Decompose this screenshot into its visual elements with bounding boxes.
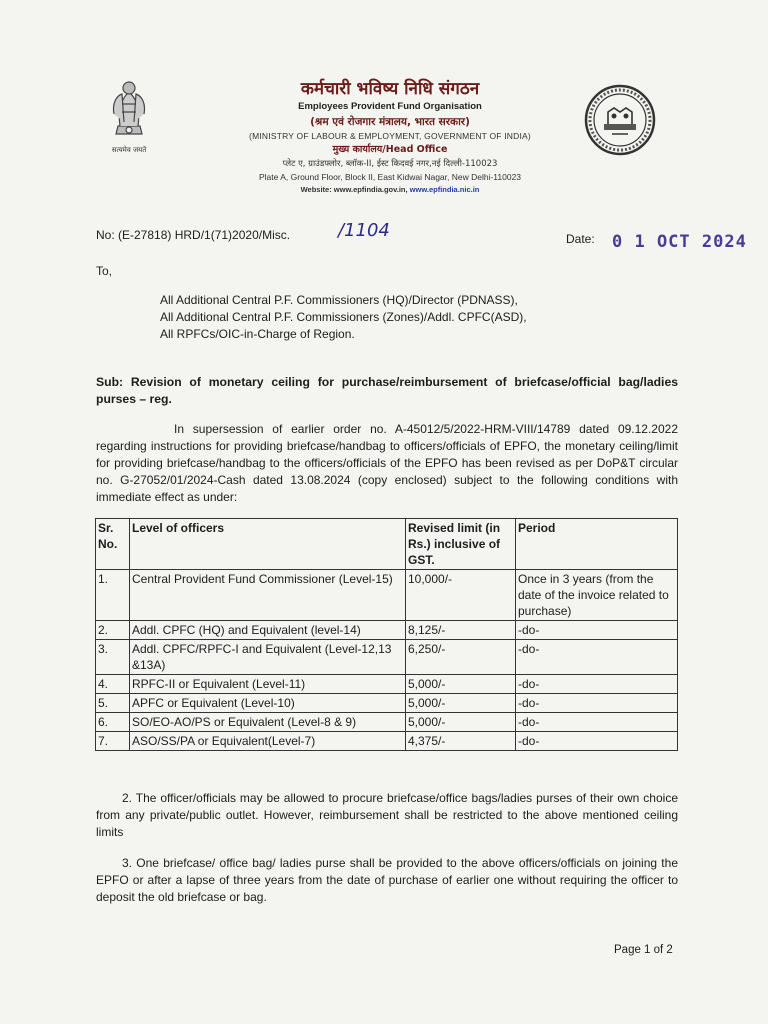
header-level: Level of officers bbox=[130, 519, 406, 570]
website-primary: Website: www.epfindia.gov.in, bbox=[300, 185, 408, 194]
org-name-hindi: कर्मचारी भविष्य निधि संगठन bbox=[300, 79, 480, 99]
header-limit: Revised limit (in Rs.) inclusive of GST. bbox=[406, 519, 516, 570]
addressee-list bbox=[160, 292, 527, 343]
paragraph-1: In supersession of earlier order no. A-45012/5/2022-HRM-VIII/14789 dated 09.12.2022 regarding instructions for providing briefcase/handbag to officers/officials of EPFO, the monetary ceiling/limit for providing briefcase/handbag to the officers/officials of the EPFO has been revised as per DoP&T circular no. G-27052/01/2024-Cash dated 13.08.2024 (copy enclosed) subject to the following conditions with immediate effect as under: bbox=[96, 422, 678, 504]
cell-limit: 5,000/- bbox=[406, 694, 516, 713]
header-period: Period bbox=[516, 519, 678, 570]
addressee-line: All Additional Central P.F. Commissioners (Zones)/Addl. CPFC(ASD), bbox=[160, 310, 527, 324]
cell-sr-no: 7. bbox=[96, 732, 130, 751]
head-office-label: मुख्य कार्यालय/Head Office bbox=[332, 144, 448, 155]
table-row bbox=[96, 694, 678, 713]
address-hindi: प्लेट ए, ग्राउंडफ्लोर, ब्लॉक-II, ईस्ट किदवई नगर,नई दिल्ली-110023 bbox=[282, 159, 498, 169]
ministry-hindi: (श्रम एवं रोजगार मंत्रालय, भारत सरकार) bbox=[310, 116, 470, 128]
page-footer: Page 1 of 2 bbox=[614, 944, 673, 956]
date-label: Date: bbox=[566, 232, 595, 246]
cell-limit: 6,250/- bbox=[406, 640, 516, 675]
cell-level: Central Provident Fund Commissioner (Level-15) bbox=[130, 570, 406, 621]
table-row bbox=[96, 713, 678, 732]
cell-limit: 4,375/- bbox=[406, 732, 516, 751]
epfo-seal-icon bbox=[584, 84, 656, 156]
letterhead bbox=[190, 78, 590, 196]
cell-period: -do- bbox=[516, 675, 678, 694]
header-sr-no: Sr. No. bbox=[96, 519, 130, 570]
cell-sr-no: 3. bbox=[96, 640, 130, 675]
table-row bbox=[96, 621, 678, 640]
cell-level: SO/EO-AO/PS or Equivalent (Level-8 & 9) bbox=[130, 713, 406, 732]
address-english: Plate A, Ground Floor, Block II, East Kidwai Nagar, New Delhi-110023 bbox=[258, 172, 522, 182]
paragraph-3: 3. One briefcase/ office bag/ ladies purse shall be provided to the above officers/officials on joining the EPFO or after a lapse of three years from the date of purchase of earlier one without requiring the officer to deposit the old briefcase or bag. bbox=[96, 856, 678, 904]
reference-number: No: (E-27818) HRD/1(71)2020/Misc. bbox=[96, 228, 291, 242]
date-stamp: 0 1 OCT 2024 bbox=[612, 232, 747, 252]
national-emblem bbox=[98, 74, 160, 162]
org-name-english: Employees Provident Fund Organisation bbox=[298, 101, 482, 112]
cell-period: -do- bbox=[516, 621, 678, 640]
epfo-seal bbox=[584, 84, 656, 156]
cell-sr-no: 5. bbox=[96, 694, 130, 713]
cell-period: -do- bbox=[516, 732, 678, 751]
table-header-row bbox=[96, 519, 678, 570]
cell-limit: 5,000/- bbox=[406, 713, 516, 732]
addressee-line: All Additional Central P.F. Commissioners (HQ)/Director (PDNASS), bbox=[160, 293, 518, 307]
cell-limit: 10,000/- bbox=[406, 570, 516, 621]
ministry-english: (MINISTRY OF LABOUR & EMPLOYMENT, GOVERNMENT OF INDIA) bbox=[249, 131, 531, 141]
table-row bbox=[96, 640, 678, 675]
ceiling-table bbox=[95, 518, 678, 751]
website-alternate: www.epfindia.nic.in bbox=[409, 185, 480, 194]
cell-sr-no: 6. bbox=[96, 713, 130, 732]
cell-sr-no: 1. bbox=[96, 570, 130, 621]
cell-level: RPFC-II or Equivalent (Level-11) bbox=[130, 675, 406, 694]
cell-period: -do- bbox=[516, 694, 678, 713]
cell-period: -do- bbox=[516, 640, 678, 675]
addressee-line: All RPFCs/OIC-in-Charge of Region. bbox=[160, 327, 355, 341]
cell-period: -do- bbox=[516, 713, 678, 732]
subject-line: Sub: Revision of monetary ceiling for purchase/reimbursement of briefcase/official bag/ladies purses – reg. bbox=[96, 375, 678, 406]
table-row bbox=[96, 570, 678, 621]
emblem-motto: सत्यमेव जयते bbox=[111, 146, 147, 154]
cell-limit: 5,000/- bbox=[406, 675, 516, 694]
handwritten-number: /1104 bbox=[338, 220, 390, 241]
to-label: To, bbox=[96, 264, 113, 278]
table-row bbox=[96, 732, 678, 751]
cell-sr-no: 4. bbox=[96, 675, 130, 694]
cell-level: APFC or Equivalent (Level-10) bbox=[130, 694, 406, 713]
paragraph-2: 2. The officer/officials may be allowed to procure briefcase/office bags/ladies purses of their own choice from any private/public outlet. However, reimbursement shall be restricted to the above mentioned ceiling limits bbox=[96, 791, 678, 839]
cell-level: Addl. CPFC/RPFC-I and Equivalent (Level-12,13 &13A) bbox=[130, 640, 406, 675]
cell-level: Addl. CPFC (HQ) and Equivalent (level-14) bbox=[130, 621, 406, 640]
cell-level: ASO/SS/PA or Equivalent(Level-7) bbox=[130, 732, 406, 751]
cell-period: Once in 3 years (from the date of the invoice related to purchase) bbox=[516, 570, 678, 621]
website-line bbox=[190, 184, 590, 196]
cell-sr-no: 2. bbox=[96, 621, 130, 640]
table-row bbox=[96, 675, 678, 694]
national-emblem-icon bbox=[98, 74, 160, 146]
cell-limit: 8,125/- bbox=[406, 621, 516, 640]
